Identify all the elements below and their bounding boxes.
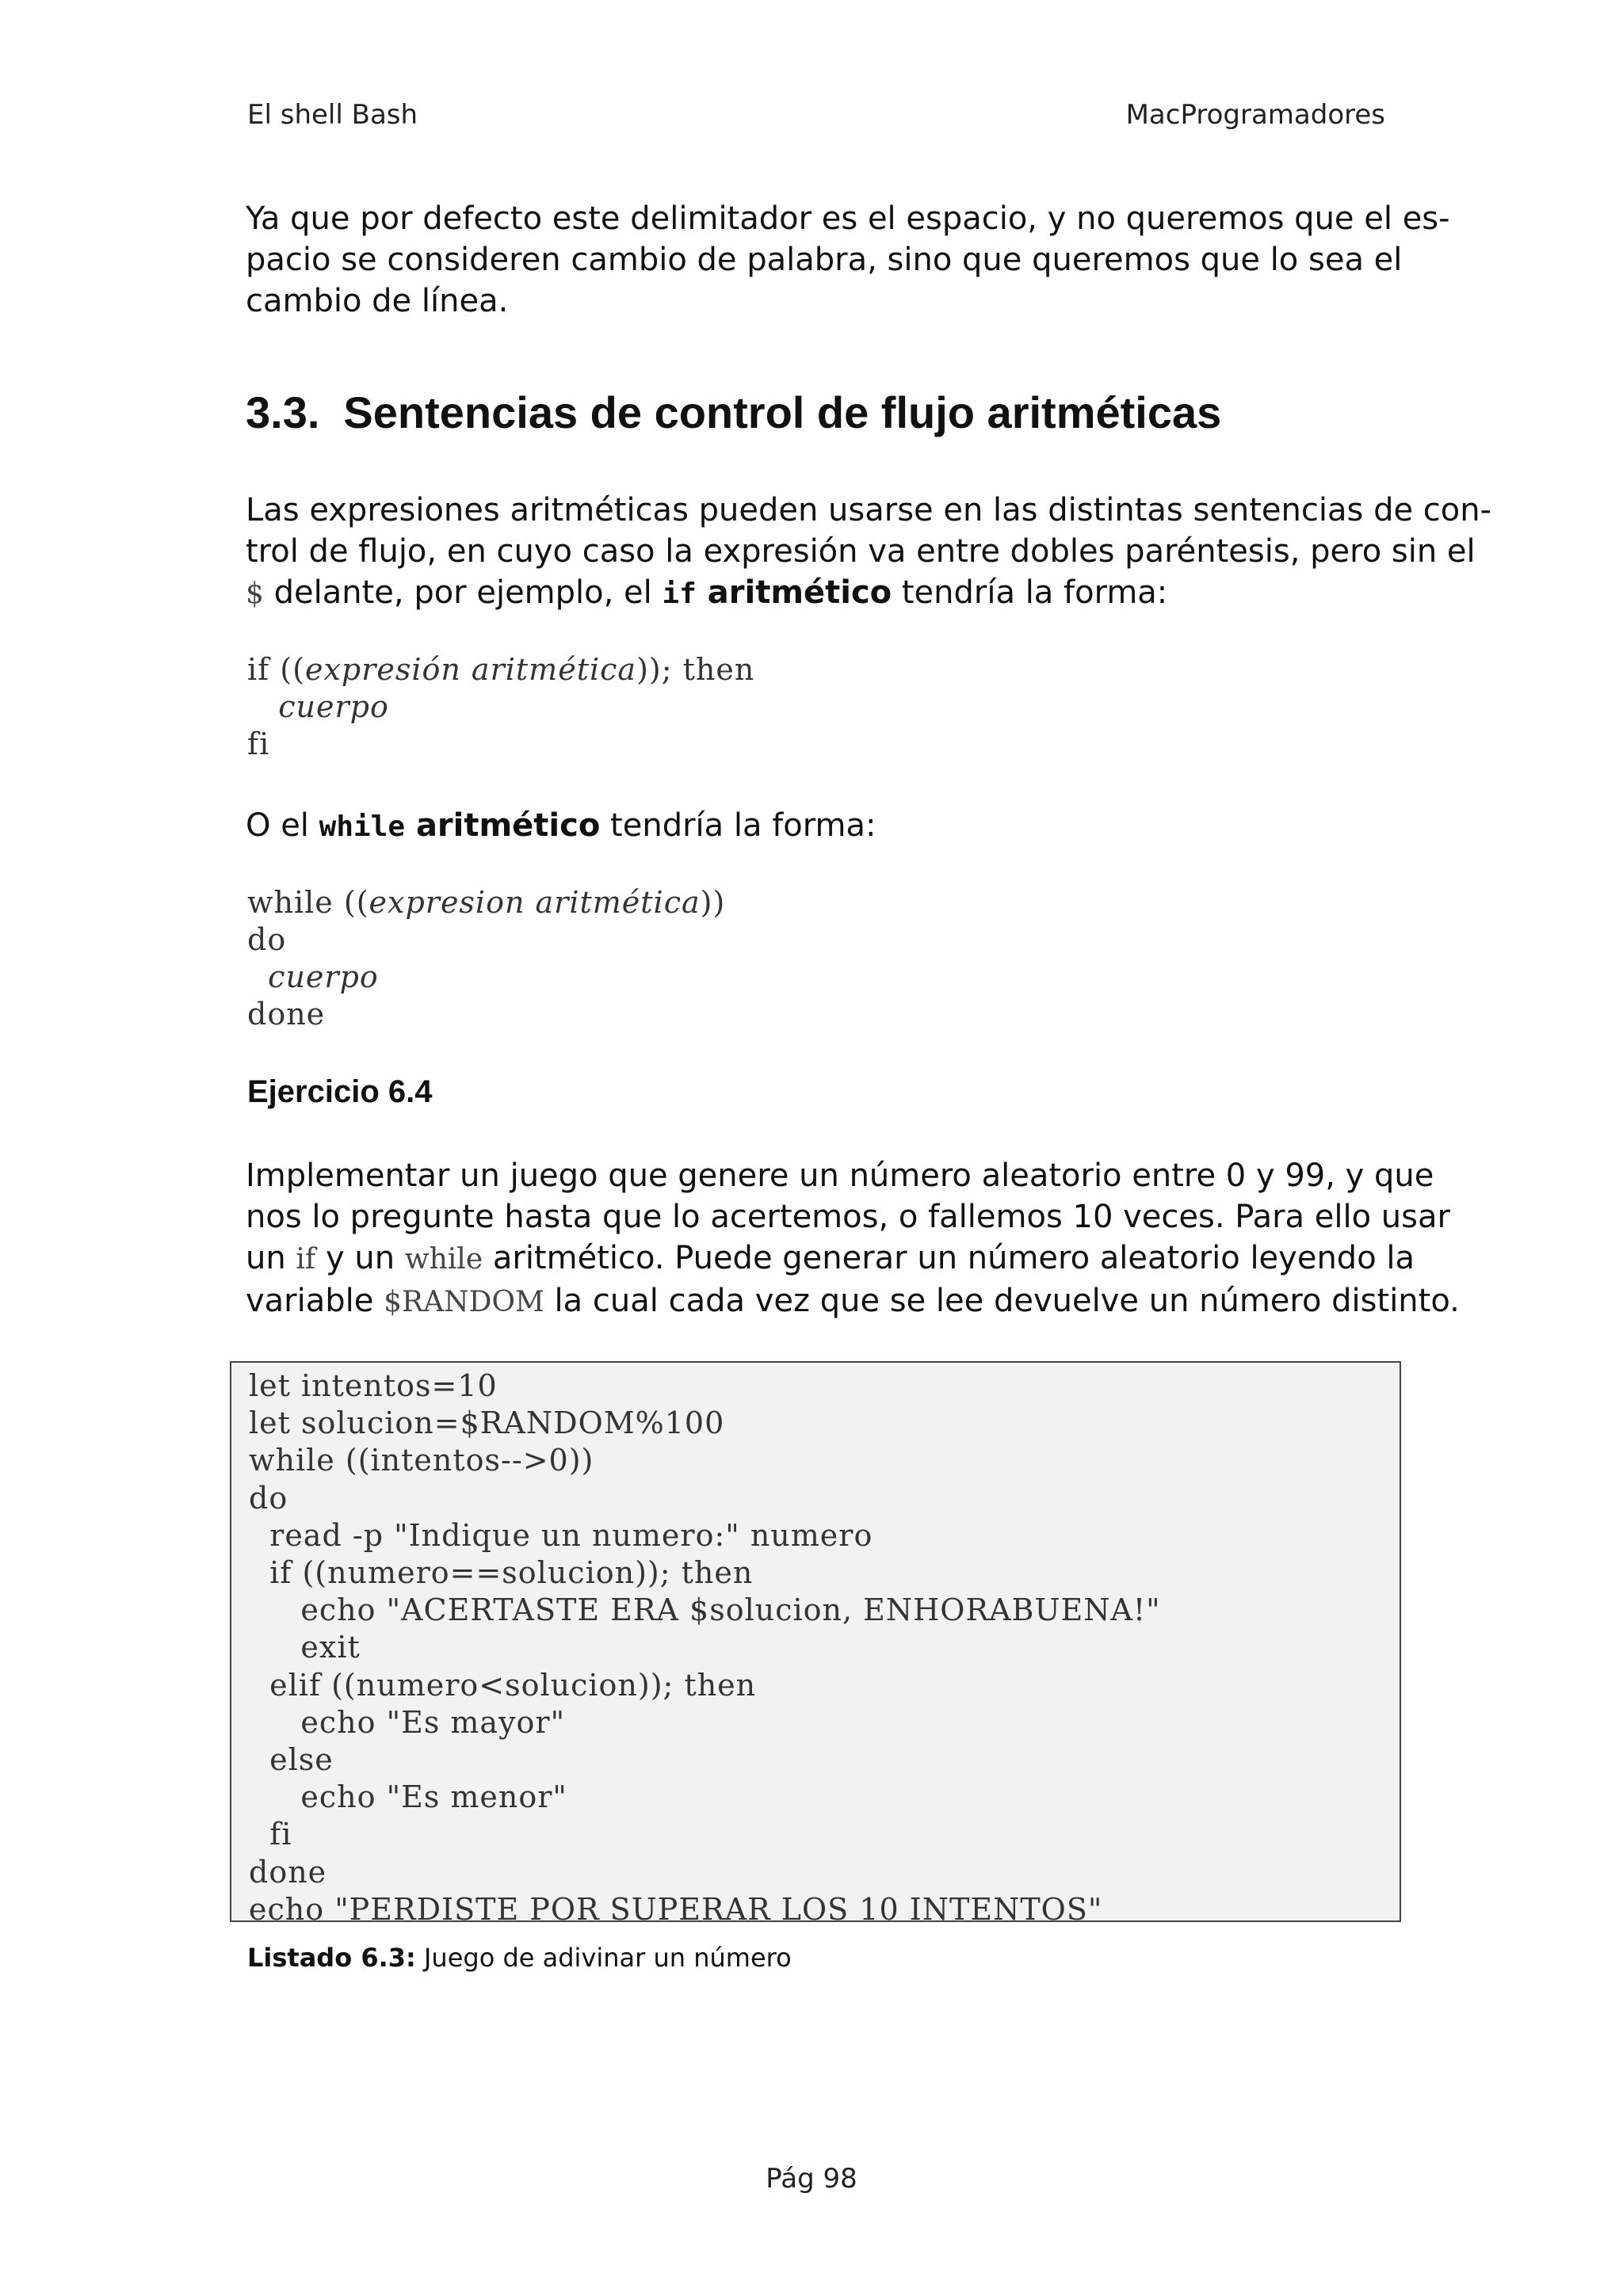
code-text: if ((: [247, 652, 305, 687]
para-text: delante, por ejemplo, el: [263, 574, 663, 611]
code-listing-line: echo "PERDISTE POR SUPERAR LOS 10 INTENTOS": [249, 1891, 1103, 1927]
caption-text: Juego de adivinar un número: [415, 1943, 792, 1973]
para-text: tendría la forma:: [892, 574, 1168, 611]
exercise-paragraph: [246, 1155, 1460, 1323]
code-listing-line: if ((numero==solucion)); then: [249, 1555, 754, 1591]
para-text: variable: [246, 1283, 384, 1319]
code-listing-line: else: [249, 1742, 334, 1778]
exercise-heading: Ejercicio 6.4: [247, 1074, 433, 1109]
intro-paragraph: [246, 198, 1450, 322]
code-text: )): [700, 885, 726, 920]
code-placeholder: expresion aritmética: [369, 885, 701, 920]
code-listing-line: let solucion=$RANDOM%100: [249, 1405, 725, 1441]
para-line: [246, 1238, 1415, 1280]
code-line: [247, 652, 754, 687]
code-text: while ((: [247, 885, 369, 920]
page-number: Pág 98: [766, 2163, 857, 2195]
para-text: un: [246, 1240, 296, 1276]
arith-intro-paragraph: [246, 490, 1492, 615]
code-listing-box: [230, 1361, 1401, 1927]
if-syntax-code: [247, 651, 754, 763]
bold-term: aritmético: [405, 807, 601, 844]
running-header-right: MacProgramadores: [1125, 99, 1385, 131]
code-line: [247, 959, 379, 994]
code-listing-line: while ((intentos-->0)): [249, 1443, 594, 1478]
para-line: trol de flujo, en cuyo caso la expresión va entre dobles paréntesis, pero sin el: [246, 533, 1476, 570]
code-listing-line: read -p "Indique un numero:" numero: [249, 1517, 873, 1553]
code-placeholder: expresión aritmética: [304, 652, 637, 687]
code-placeholder: cuerpo: [268, 959, 379, 994]
para-text: y un: [315, 1240, 405, 1276]
dollar-code: $: [246, 578, 264, 610]
code-line: done: [247, 997, 326, 1032]
code-text: )); then: [636, 652, 755, 687]
if-code: if: [296, 1243, 316, 1276]
code-listing-line: elif ((numero<solucion)); then: [249, 1667, 757, 1703]
running-header-left: El shell Bash: [247, 99, 418, 131]
code-listing-line: echo "Es menor": [249, 1779, 567, 1815]
para-line: Las expresiones aritméticas pueden usarse en las distintas sentencias de con-: [246, 492, 1492, 528]
para-line: [246, 805, 1387, 848]
section-title: Sentencias de control de flujo aritméticas: [343, 387, 1222, 437]
code-line: [247, 689, 389, 724]
code-line: do: [247, 922, 287, 957]
while-code: while: [404, 1243, 483, 1276]
para-line: Implementar un juego que genere un número aleatorio entre 0 y 99, y que: [246, 1158, 1434, 1194]
while-intro-paragraph: [246, 805, 1387, 848]
code-listing-line: echo "Es mayor": [249, 1704, 566, 1740]
intro-line: pacio se consideren cambio de palabra, sino que queremos que lo sea el: [246, 242, 1403, 278]
while-syntax-code: [247, 884, 725, 1033]
para-line: nos lo pregunte hasta que lo acertemos, o fallemos 10 veces. Para ello usar: [246, 1199, 1450, 1235]
if-keyword: if: [662, 578, 697, 610]
caption-label: Listado 6.3:: [247, 1943, 416, 1973]
code-line: fi: [247, 727, 270, 761]
section-heading: [246, 387, 1221, 438]
code-line: [247, 885, 725, 920]
para-line: [246, 572, 1387, 615]
intro-line: Ya que por defecto este delimitador es el espacio, y no queremos que el es-: [246, 200, 1450, 237]
code-placeholder: cuerpo: [278, 689, 389, 724]
code-listing-line: do: [249, 1480, 288, 1516]
while-keyword: while: [319, 810, 406, 843]
intro-line: cambio de línea.: [246, 283, 509, 319]
random-variable-code: $RANDOM: [384, 1286, 544, 1318]
para-line: [246, 1280, 1460, 1323]
bold-term: aritmético: [696, 574, 892, 611]
code-listing-line: exit: [249, 1630, 361, 1665]
code-listing: [249, 1367, 1161, 1928]
code-listing-line: fi: [249, 1817, 292, 1852]
code-listing-line: done: [249, 1854, 327, 1890]
para-text: O el: [246, 807, 319, 844]
para-text: la cual cada vez que se lee devuelve un número distinto.: [544, 1283, 1460, 1319]
para-text: aritmético. Puede generar un número aleatorio leyendo la: [483, 1240, 1415, 1276]
listing-caption: [247, 1943, 792, 1973]
code-listing-line: echo "ACERTASTE ERA $solucion, ENHORABUENA!": [249, 1592, 1161, 1628]
para-text: tendría la forma:: [600, 807, 876, 844]
code-listing-line: let intentos=10: [249, 1368, 498, 1403]
section-number: 3.3.: [246, 387, 320, 437]
